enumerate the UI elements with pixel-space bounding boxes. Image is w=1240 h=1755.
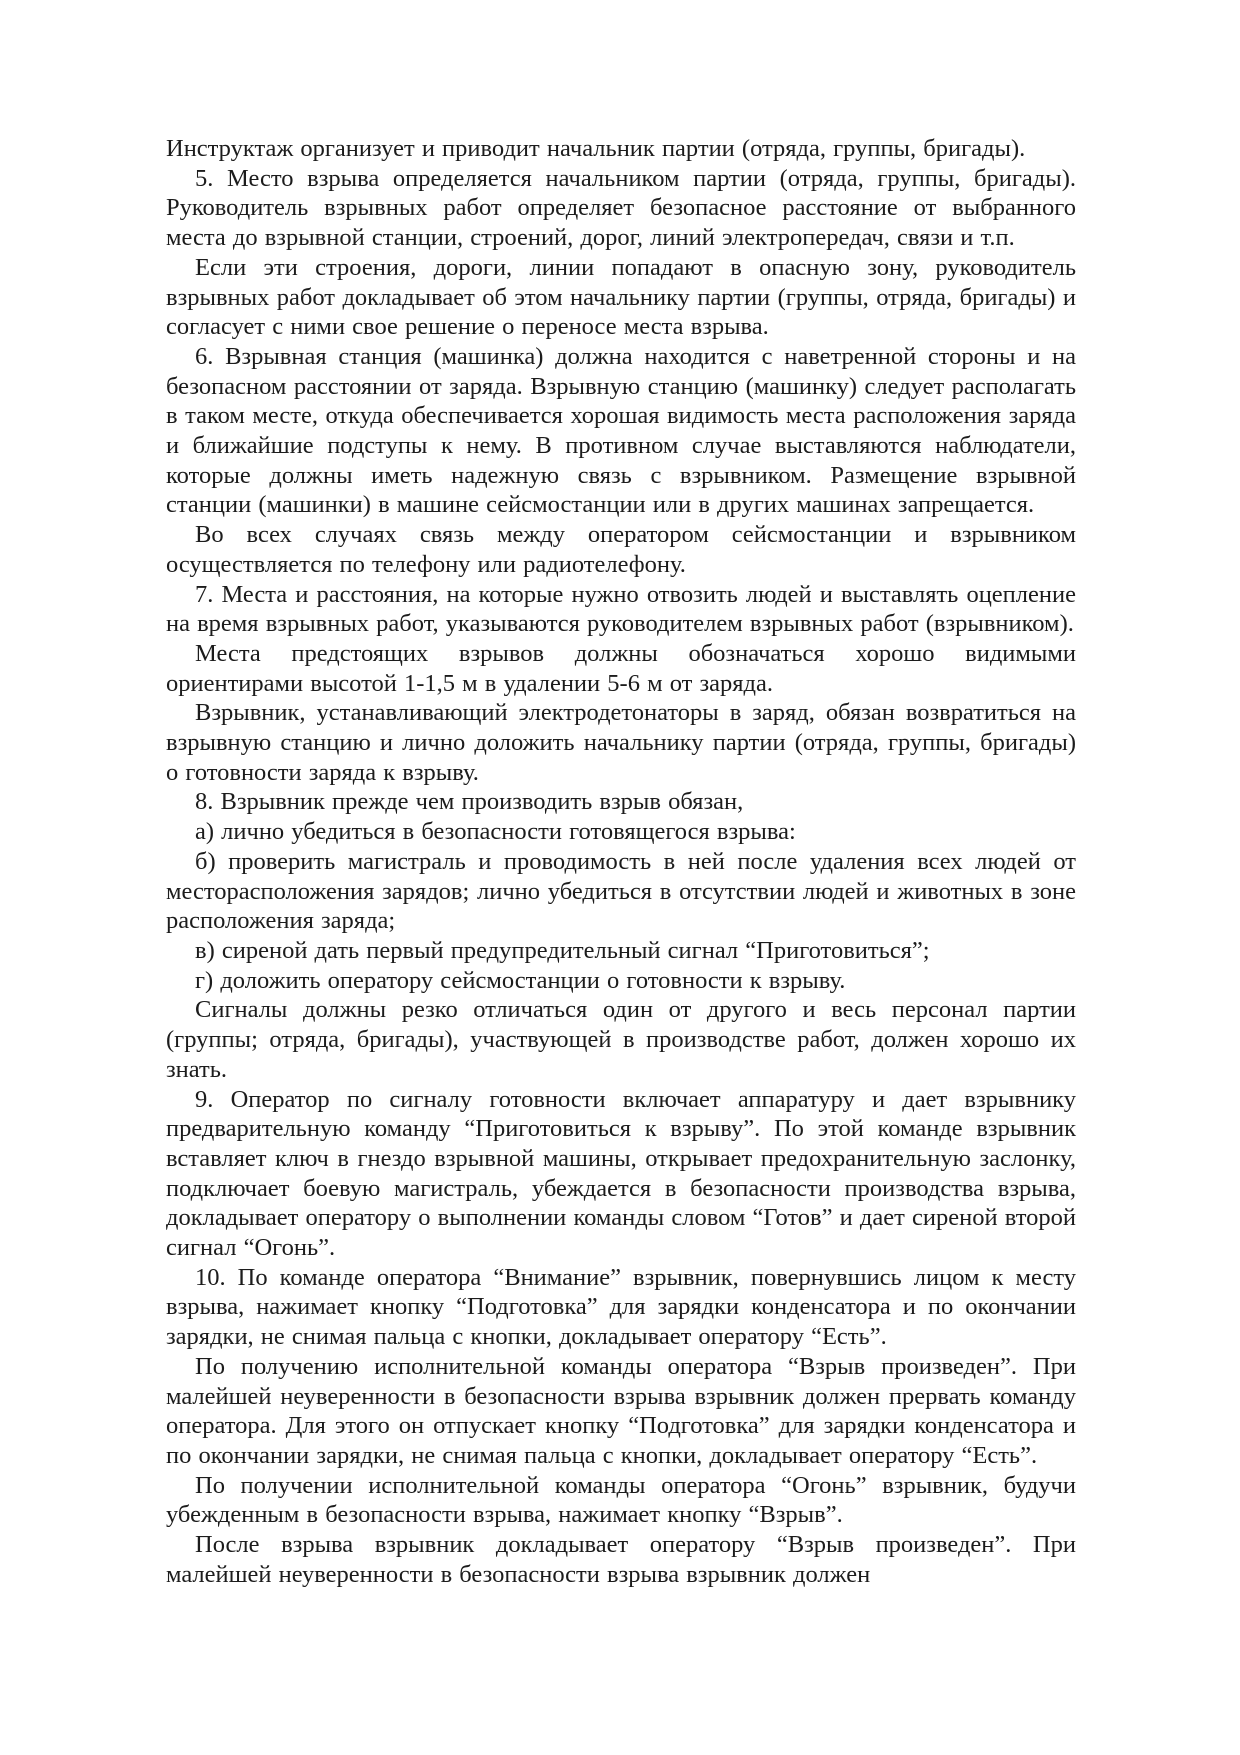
paragraph: 9. Оператор по сигналу готовности включает аппаратуру и дает взрывнику предварительную команду “Приготовиться к взрыву”. По этой команде взрывник вставляет ключ в гнездо взрывной машины, открывает предохранительную заслонку, подключает боевую магистраль, убеждается в безопасности производства взрыва, докладывает оператору о выполнении команды словом “Готов” и дает сиреной второй сигнал “Огонь”. — [166, 1085, 1076, 1262]
paragraph: Во всех случаях связь между оператором сейсмостанции и взрывником осуществляется по телефону или радиотелефону. — [166, 521, 1076, 578]
paragraph: По получении исполнительной команды оператора “Огонь” взрывник, будучи убежденным в безопасности взрыва, нажимает кнопку “Взрыв”. — [166, 1471, 1076, 1529]
paragraph-list-item-g: г) доложить оператору сейсмостанции о готовности к взрыву. — [195, 966, 846, 994]
paragraph: 10. По команде оператора “Внимание” взрывник, повернувшись лицом к месту взрыва, нажимает кнопку “Подготовка” для зарядки конденсатора и по окончании зарядки, не снимая пальца с кнопки, докладывает оператору “Есть”. — [166, 1263, 1076, 1351]
paragraph: По получению исполнительной команды оператора “Взрыв произведен”. При малейшей неуверенности в безопасности взрыва взрывник должен прервать команду оператора. Для этого он отпускает кнопку “Подготовка” для зарядки конденсатора и по окончании зарядки, не снимая пальца с кнопки, докладывает оператору “Есть”. — [166, 1352, 1076, 1469]
paragraph: Если эти строения, дороги, линии попадают в опасную зону, руководитель взрывных работ докладывает об этом начальнику партии (группы, отряда, бригады) и согласует с ними свое решение о переносе места взрыва. — [166, 253, 1076, 341]
paragraph: Места предстоящих взрывов должны обозначаться хорошо видимыми ориентирами высотой 1-1,5 м в удалении 5-6 м от заряда. — [166, 639, 1076, 697]
paragraph-list-item-v: в) сиреной дать первый предупредительный сигнал “Приготовиться”; — [195, 936, 930, 964]
paragraph: 8. Взрывник прежде чем производить взрыв обязан, — [195, 788, 744, 816]
paragraph: Сигналы должны резко отличаться один от другого и весь персонал партии (группы; отряда, бригады), участвующей в производстве работ, должен хорошо их знать. — [166, 996, 1076, 1083]
paragraph: 5. Место взрыва определяется начальником партии (отряда, группы, бригады). Руководитель взрывных работ определяет безопасное расстояние от выбранного места до взрывной станции, строений, дорог, линий электропередач, связи и т.п. — [166, 164, 1076, 252]
paragraph: Инструктаж организует и приводит начальник партии (отряда, группы, бригады). — [166, 135, 1026, 162]
document-page — [166, 134, 1076, 1589]
paragraph: 6. Взрывная станция (машинка) должна находится с наветренной стороны и на безопасном расстоянии от заряда. Взрывную станцию (машинку) следует располагать в таком месте, откуда обеспечивается хорошая видимость места расположения заряда и ближайшие подступы к нему. В противном случае выставляются наблюдатели, которые должны иметь надежную связь с взрывником. Размещение взрывной станции (машинки) в машине сейсмостанции или в других машинах запрещается. — [166, 342, 1076, 519]
paragraph: Взрывник, устанавливающий электродетонаторы в заряд, обязан возвратиться на взрывную станцию и лично доложить начальнику партии (отряда, группы, бригады) о готовности заряда к взрыву. — [166, 699, 1076, 786]
paragraph: 7. Места и расстояния, на которые нужно отвозить людей и выставлять оцепление на время взрывных работ, указываются руководителем взрывных работ (взрывником). — [166, 580, 1076, 638]
paragraph: После взрыва взрывник докладывает оператору “Взрыв произведен”. При малейшей неуверенности в безопасности взрыва взрывник должен — [166, 1531, 1076, 1588]
paragraph-list-item-a: а) лично убедиться в безопасности готовящегося взрыва: — [195, 818, 796, 846]
paragraph-list-item-b: б) проверить магистраль и проводимость в ней после удаления всех людей от месторасположения зарядов; лично убедиться в отсутствии людей и животных в зоне расположения заряда; — [166, 847, 1076, 935]
